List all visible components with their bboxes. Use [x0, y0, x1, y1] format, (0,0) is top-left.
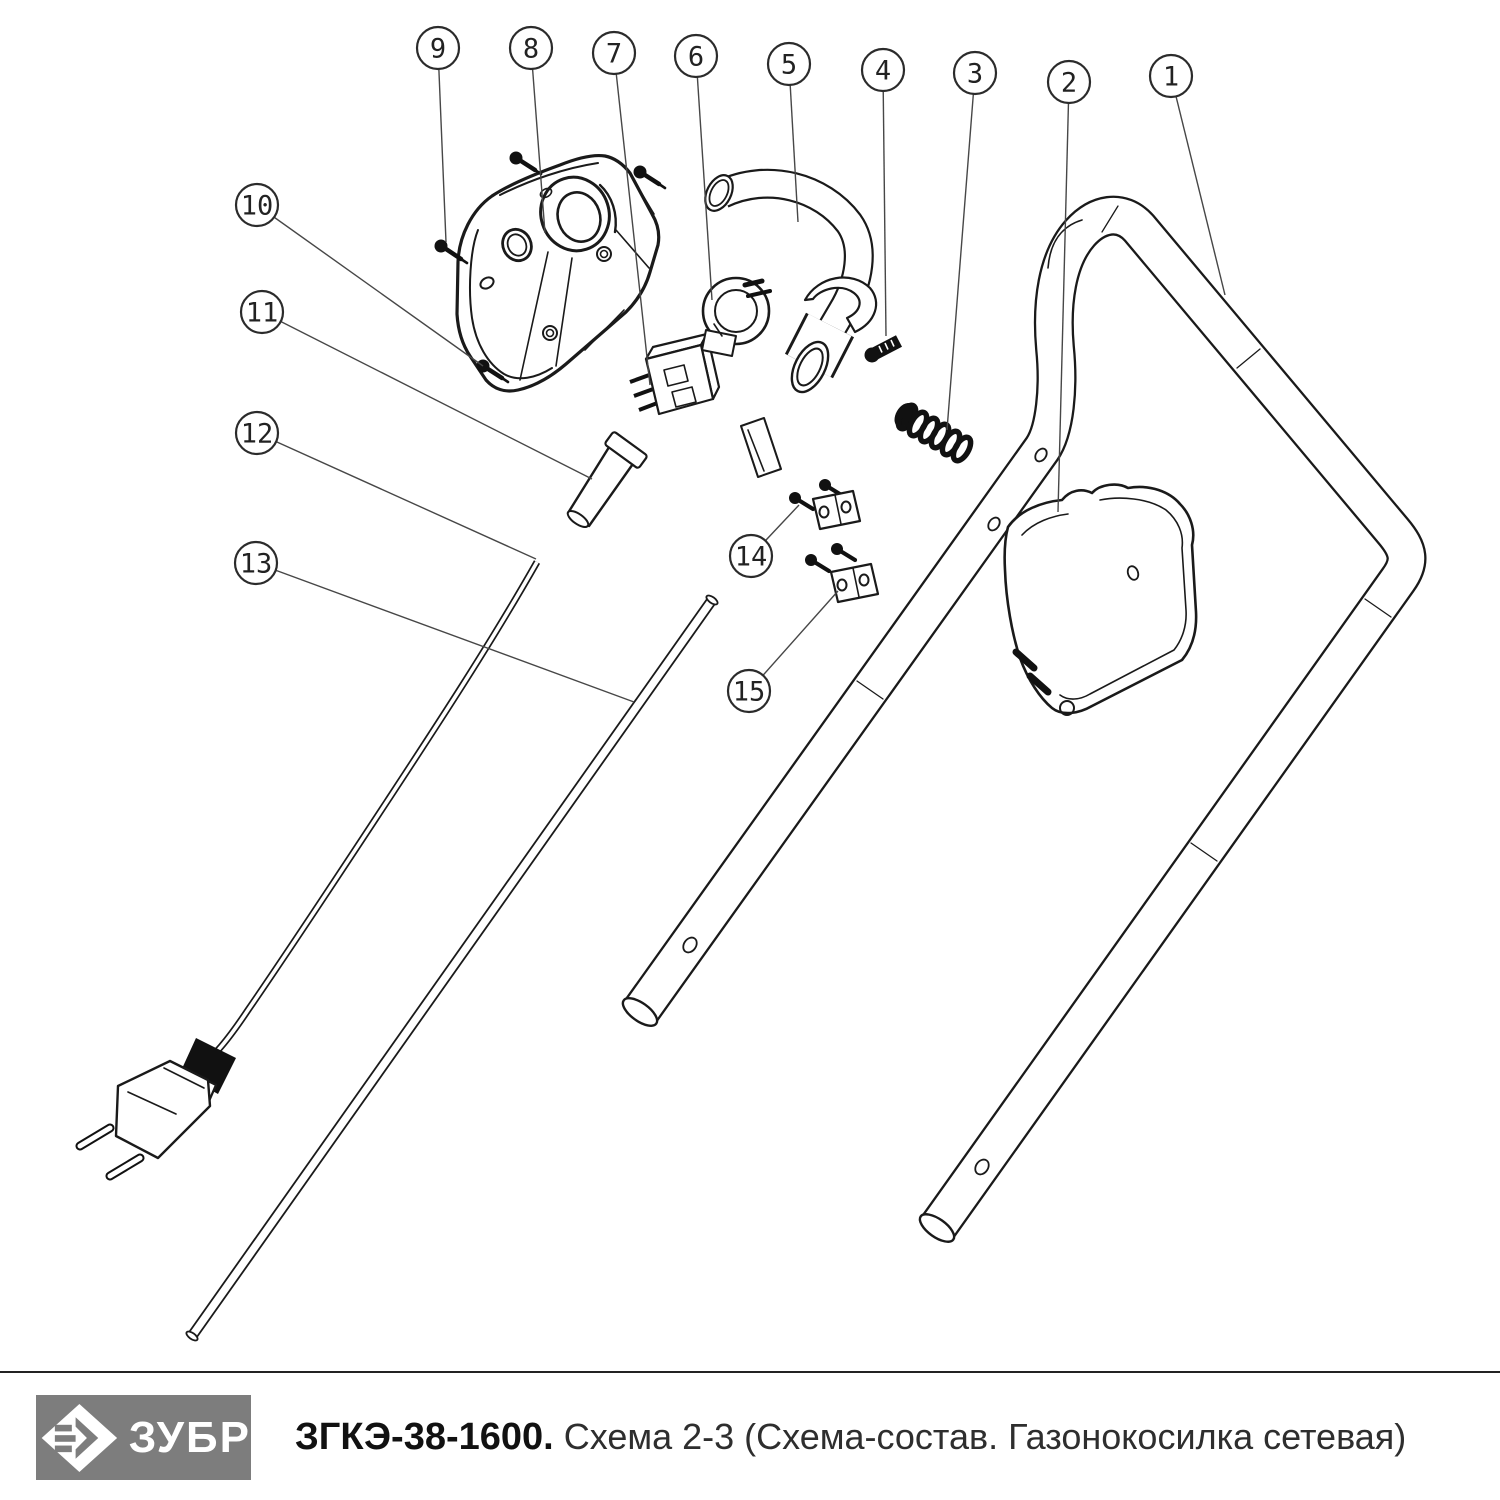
- svg-text:2: 2: [1060, 67, 1078, 99]
- part-upper-handle-tube: [618, 206, 1406, 1247]
- callout-3[interactable]: [954, 52, 996, 94]
- svg-text:3: 3: [966, 58, 984, 90]
- callout-8[interactable]: [510, 27, 552, 69]
- schema-model: ЗГКЭ-38-1600.: [295, 1416, 554, 1458]
- svg-text:15: 15: [732, 676, 766, 708]
- svg-text:10: 10: [240, 190, 274, 222]
- svg-text:11: 11: [245, 297, 279, 329]
- callout-12[interactable]: [236, 412, 278, 454]
- svg-text:4: 4: [874, 55, 892, 87]
- svg-text:1: 1: [1162, 61, 1180, 93]
- svg-text:7: 7: [605, 38, 623, 70]
- svg-text:13: 13: [239, 548, 273, 580]
- schema-subtitle: Схема 2-3 (Схема-состав. Газонокосилка сетевая): [563, 1416, 1407, 1457]
- callout-15[interactable]: [728, 670, 770, 712]
- brand-logo-text: ЗУБР: [128, 1412, 251, 1462]
- screw-15b: [831, 543, 855, 560]
- part-spring: [891, 400, 975, 464]
- part-sleeve: [565, 431, 647, 530]
- callout-10[interactable]: [236, 184, 278, 226]
- part-clamp-ring: [702, 278, 770, 356]
- leader-line-10: [257, 205, 483, 366]
- part-cable-clamp-14: [813, 491, 860, 529]
- callout-5[interactable]: [768, 43, 810, 85]
- svg-text:14: 14: [734, 541, 768, 573]
- screw-15a: [805, 554, 829, 571]
- part-power-cord-plug: [80, 562, 537, 1176]
- callout-11[interactable]: [241, 291, 283, 333]
- screw-14a: [789, 492, 813, 509]
- part-cover: [1005, 485, 1197, 715]
- leader-line-12: [257, 433, 536, 559]
- leader-line-13: [256, 563, 634, 702]
- leader-line-9: [438, 48, 446, 242]
- callout-14[interactable]: [730, 535, 772, 577]
- svg-text:12: 12: [240, 418, 274, 450]
- screw-top-left: [510, 152, 542, 175]
- callout-2[interactable]: [1048, 61, 1090, 103]
- leader-line-3: [947, 73, 975, 430]
- zubr-logo-icon: [36, 1400, 123, 1476]
- svg-text:8: 8: [522, 33, 540, 65]
- schema-title: [295, 1416, 1406, 1459]
- leader-line-4: [883, 70, 886, 336]
- svg-text:5: 5: [780, 49, 798, 81]
- part-cable-clamp-15: [831, 564, 878, 602]
- callout-4[interactable]: [862, 49, 904, 91]
- svg-text:6: 6: [687, 41, 705, 73]
- callout-7[interactable]: [593, 32, 635, 74]
- callout-9[interactable]: [417, 27, 459, 69]
- brand-logo: [36, 1395, 251, 1480]
- callout-13[interactable]: [235, 542, 277, 584]
- footer: [0, 1371, 1500, 1500]
- leader-line-6: [696, 56, 712, 300]
- callout-1[interactable]: [1150, 55, 1192, 97]
- svg-text:9: 9: [429, 33, 447, 65]
- part-bolt: [865, 340, 900, 363]
- callout-6[interactable]: [675, 35, 717, 77]
- screw-top-right: [634, 166, 666, 189]
